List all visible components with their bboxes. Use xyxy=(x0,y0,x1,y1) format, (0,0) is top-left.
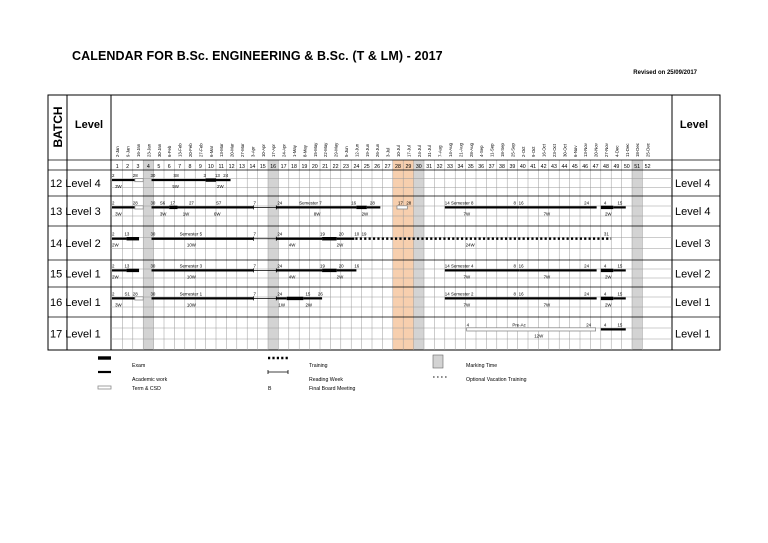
week-number: 22 xyxy=(332,164,339,170)
legend-term-label: Term & CSD xyxy=(132,386,161,392)
week-number: 9 xyxy=(198,164,202,170)
duration-label: 4W xyxy=(288,242,296,248)
week-date-label: 30-Oct xyxy=(562,144,568,157)
week-date-label: 13-Feb xyxy=(177,143,183,157)
next-level-label: Level 2 xyxy=(675,268,711,281)
week-number: 30 xyxy=(415,164,422,170)
duration-label: 10W xyxy=(186,302,196,308)
duration-label: 4W xyxy=(288,274,296,280)
week-date-label: 31-Jul xyxy=(427,145,433,157)
week-number: 17 xyxy=(280,164,287,170)
date-mark-label: Semester 3 xyxy=(179,263,203,269)
week-date-label: 27-Nov xyxy=(604,143,609,157)
duration-label: 7W xyxy=(463,211,471,217)
date-mark-label: 19 xyxy=(320,231,325,237)
duration-label: 2W xyxy=(112,274,119,280)
week-date-label: 20-Nov xyxy=(593,143,599,157)
date-mark-label: 2 xyxy=(112,263,115,269)
week-number: 24 xyxy=(353,164,360,170)
legend-board-symbol: B xyxy=(268,386,272,392)
date-mark-label: 17 xyxy=(170,200,176,206)
week-date-label: 26-Jun xyxy=(375,143,381,157)
revised-date: Revised on 25/09/2017 xyxy=(633,70,697,76)
date-mark-label: 28 xyxy=(406,200,412,206)
date-mark-label: S7 xyxy=(216,200,222,206)
week-date-label: 2-Jan xyxy=(115,146,121,157)
week-date-label: 20-Feb xyxy=(188,143,193,157)
date-mark-label: 13 xyxy=(214,173,220,179)
date-mark-label: 14 xyxy=(444,263,450,269)
week-number: 19 xyxy=(301,164,308,170)
date-mark-label: 19 xyxy=(320,263,325,269)
date-mark-label: 16 xyxy=(518,263,524,269)
week-date-label: 25-Dec xyxy=(645,143,651,157)
date-mark-label: 13 xyxy=(124,231,130,237)
week-number: 11 xyxy=(218,164,224,170)
week-date-label: 1-May xyxy=(292,145,297,157)
week-number: 40 xyxy=(519,164,526,170)
date-mark-label: 17 xyxy=(398,200,403,206)
week-date-label: 13-Mar xyxy=(219,143,225,157)
week-number: 13 xyxy=(239,164,245,170)
week-number: 26 xyxy=(374,164,381,170)
date-mark-label: 2 xyxy=(112,231,115,237)
week-date-label: 29-May xyxy=(333,142,339,157)
date-mark-label: 2 xyxy=(112,173,115,179)
week-date-label: 11-Sep xyxy=(489,143,495,157)
date-mark-label: 15 xyxy=(305,291,311,297)
week-number: 33 xyxy=(447,164,453,170)
week-date-label: 25-Sep xyxy=(510,143,516,157)
week-number: 12 xyxy=(228,164,235,170)
week-number: 15 xyxy=(259,164,266,170)
week-number: 32 xyxy=(436,164,443,170)
date-mark-label: 24 xyxy=(277,231,283,237)
week-number: 6 xyxy=(167,164,171,170)
date-mark-label: 16 xyxy=(354,263,360,269)
date-mark-label: 7 xyxy=(253,200,256,206)
marking-time-column xyxy=(632,160,642,350)
duration-label: 7W xyxy=(463,302,471,308)
week-number: 51 xyxy=(634,164,641,170)
duration-label: 7W xyxy=(463,274,471,280)
term-csd-bar xyxy=(135,297,143,300)
legend-board-label: Final Board Meeting xyxy=(309,386,356,392)
week-date-label: 24-Jul xyxy=(416,145,422,157)
week-date-label: 6-Mar xyxy=(208,145,214,157)
duration-label: 2W xyxy=(305,302,313,308)
batch-level-label: 14 Level 2 xyxy=(50,238,101,250)
week-number: 27 xyxy=(384,164,391,170)
week-date-label: 8-May xyxy=(302,145,308,157)
duration-label: 1W xyxy=(182,211,190,217)
date-mark-label: S6 xyxy=(159,200,166,206)
week-date-label: 13-Nov xyxy=(583,143,589,157)
week-date-label: 10-Jul xyxy=(396,145,401,157)
marking-time-column xyxy=(143,160,156,350)
date-mark-label: 8 xyxy=(513,263,516,269)
week-date-label: 18-Sep xyxy=(500,143,505,157)
duration-label: 7W xyxy=(543,274,551,280)
duration-label: 6W xyxy=(213,211,221,217)
week-number: 16 xyxy=(270,164,277,170)
batch-level-label: 13 Level 3 xyxy=(50,206,101,218)
week-number: 28 xyxy=(395,164,401,170)
duration-label: 2W xyxy=(361,211,369,217)
week-date-label: 24-Apr xyxy=(281,144,287,157)
date-mark-label: 28 xyxy=(132,200,138,206)
week-date-label: 2-Oct xyxy=(520,146,526,157)
batch-level-label: 16 Level 1 xyxy=(50,297,101,309)
week-date-label: 17-Apr xyxy=(271,144,277,157)
batch-level-label: 12 Level 4 xyxy=(50,178,101,190)
date-mark-label: 7 xyxy=(253,263,256,269)
week-date-label: 18-Dec xyxy=(635,143,641,157)
duration-label: 7W xyxy=(543,302,551,308)
week-date-label: 6-Nov xyxy=(572,145,578,157)
week-date-label: 12-Jun xyxy=(354,143,360,157)
duration-label: 2W xyxy=(336,242,344,248)
week-number: 23 xyxy=(343,164,349,170)
date-mark-label: 30 xyxy=(150,200,156,206)
calendar-title: CALENDAR FOR B.Sc. ENGINEERING & B.Sc. (T & LM) - 2017 xyxy=(72,49,443,63)
week-date-label: 28-Aug xyxy=(468,143,474,157)
week-number: 38 xyxy=(499,164,505,170)
date-mark-label: 15 xyxy=(617,291,623,297)
date-mark-label: 14 xyxy=(444,200,450,206)
legend-marking-label: Marking Time xyxy=(466,363,498,369)
duration-label: 10W xyxy=(186,242,196,248)
date-mark-label: Semester 4 xyxy=(451,263,474,269)
date-mark-label: 4 xyxy=(603,291,607,297)
week-number: 3 xyxy=(136,164,140,170)
batch-header: BATCH xyxy=(51,106,65,148)
date-mark-label: 28 xyxy=(132,173,138,179)
date-mark-label: Semester 5 xyxy=(179,231,203,237)
week-number: 41 xyxy=(530,164,537,170)
date-mark-label: 4 xyxy=(603,263,607,269)
duration-label: 3W xyxy=(115,211,122,217)
term-csd-bar xyxy=(467,328,596,331)
week-date-label: 23-Jan xyxy=(146,143,152,157)
date-mark-label: 24 xyxy=(223,173,229,179)
week-date-label: 14-Aug xyxy=(448,143,453,157)
date-mark-label: Semester 7 xyxy=(299,200,322,206)
date-mark-label: 2 xyxy=(112,291,115,297)
date-mark-label: 19 xyxy=(361,231,367,237)
date-mark-label: 16 xyxy=(351,200,357,206)
week-number: 34 xyxy=(457,164,464,170)
term-csd-bar xyxy=(397,206,407,209)
date-mark-label: 24 xyxy=(584,200,590,206)
duration-label: 2W xyxy=(217,184,224,190)
duration-label: 3W xyxy=(115,184,122,190)
date-mark-label: 24 xyxy=(277,291,283,297)
next-level-label: Level 4 xyxy=(675,206,711,218)
date-mark-label: 4 xyxy=(466,322,470,328)
date-mark-label: Semester 2 xyxy=(451,291,474,297)
date-mark-label: 20 xyxy=(338,231,344,237)
week-number: 1 xyxy=(115,164,119,170)
week-number: 2 xyxy=(126,164,130,170)
date-mark-label: 7 xyxy=(253,231,256,237)
date-mark-label: 13 xyxy=(124,263,130,269)
date-mark-label: 31 xyxy=(603,231,609,237)
week-date-label: 27-Mar xyxy=(240,143,245,157)
date-mark-label: 30 xyxy=(150,231,156,237)
duration-label: 7W xyxy=(543,211,551,217)
date-mark-label: 15 xyxy=(617,322,623,328)
marking-time-column xyxy=(414,160,424,350)
week-number: 37 xyxy=(488,164,495,170)
next-level-label: Level 4 xyxy=(675,178,711,190)
batch-level-label: 17 Level 1 xyxy=(50,328,101,341)
date-mark-label: 30 xyxy=(150,263,156,269)
week-number: 44 xyxy=(561,164,568,170)
date-mark-label: 7 xyxy=(253,291,256,297)
legend-term-symbol xyxy=(98,386,111,389)
date-mark-label: 30 xyxy=(150,291,156,297)
duration-label: 1W xyxy=(278,302,285,308)
duration-label: 5W xyxy=(172,184,179,190)
week-number: 39 xyxy=(509,164,516,170)
date-mark-label: 14 xyxy=(444,291,450,297)
term-csd-bar xyxy=(135,178,143,181)
week-date-label: 27-Feb xyxy=(198,143,204,157)
week-number: 50 xyxy=(623,164,630,170)
week-date-label: 11-Dec xyxy=(624,143,630,157)
week-date-label: 6-Feb xyxy=(167,145,173,157)
week-date-label: 9-Jan xyxy=(125,146,131,157)
week-date-label: 4-Sep xyxy=(479,145,485,157)
week-number: 47 xyxy=(592,164,599,170)
week-number: 36 xyxy=(478,164,485,170)
duration-label: 10W xyxy=(186,274,196,280)
week-date-label: 10-Apr xyxy=(260,144,266,157)
marking-time-column xyxy=(268,160,278,350)
duration-label: 3W xyxy=(115,302,122,308)
week-number: 45 xyxy=(571,164,578,170)
next-level-label: Level 1 xyxy=(675,297,711,309)
date-mark-label: 8 xyxy=(513,291,516,297)
legend xyxy=(98,355,527,392)
week-number: 8 xyxy=(188,164,192,170)
week-number: 29 xyxy=(405,164,412,170)
legend-exam-label: Exam xyxy=(132,363,146,369)
week-number: 52 xyxy=(644,164,651,170)
duration-label: 2W xyxy=(336,274,344,280)
date-mark-label: 4 xyxy=(603,200,607,206)
duration-label: 2W xyxy=(604,211,612,217)
week-number: 4 xyxy=(146,164,150,170)
date-mark-label: 20 xyxy=(338,263,344,269)
week-date-label: 19-Jun xyxy=(364,143,370,157)
date-mark-label: 27 xyxy=(188,200,194,206)
date-mark-label: 30 xyxy=(150,173,156,179)
week-number: 46 xyxy=(582,164,589,170)
date-mark-label: 2 xyxy=(112,200,115,206)
legend-marking-symbol xyxy=(433,355,443,368)
week-number: 48 xyxy=(603,164,609,170)
week-date-label: 3-Jul xyxy=(385,147,391,157)
legend-vacation-label: Optional Vacation Training xyxy=(466,377,527,383)
date-mark-label: Semester 1 xyxy=(179,291,203,297)
duration-label: 2W xyxy=(112,242,119,248)
date-mark-label: 3 xyxy=(203,173,206,179)
batch-level-label: 15 Level 1 xyxy=(50,268,101,281)
date-mark-label: 24 xyxy=(277,200,283,206)
duration-label: 24W xyxy=(465,242,475,248)
date-mark-label: 28 xyxy=(132,291,138,297)
date-mark-label: 15 xyxy=(617,263,623,269)
week-number: 31 xyxy=(426,164,433,170)
week-date-label: 23-Oct xyxy=(552,144,557,157)
week-date-label: 4-Dec xyxy=(614,145,620,157)
week-date-label: 30-Jan xyxy=(156,143,162,157)
date-mark-label: 28 xyxy=(369,200,375,206)
date-mark-label: 24 xyxy=(277,263,283,269)
date-mark-label: S1 xyxy=(124,291,130,297)
date-mark-label: 16 xyxy=(518,291,524,297)
week-date-label: 21-Aug xyxy=(458,143,464,157)
legend-academic-label: Academic work xyxy=(132,377,168,383)
week-date-label: 16-Jan xyxy=(136,143,141,157)
week-date-label: 15-May xyxy=(312,142,318,157)
level-header-left: Level xyxy=(74,119,104,131)
week-date-label: 3-Apr xyxy=(250,146,256,157)
duration-label: 12W xyxy=(534,333,544,339)
week-number: 49 xyxy=(613,164,620,170)
week-number: 35 xyxy=(467,164,474,170)
week-number: 14 xyxy=(249,164,256,170)
duration-label: 2W xyxy=(604,302,612,308)
week-number: 20 xyxy=(311,164,318,170)
week-date-label: 9-Oct xyxy=(531,146,537,157)
date-mark-label: 24 xyxy=(584,263,590,269)
duration-label: 2W xyxy=(604,274,612,280)
level-header-right: Level xyxy=(679,119,709,131)
date-mark-label: 8 xyxy=(513,200,516,206)
week-date-label: 16-Oct xyxy=(541,144,547,157)
week-number: 18 xyxy=(291,164,297,170)
week-date-label: 17-Jul xyxy=(406,145,412,157)
week-date-label: 5-Jun xyxy=(344,146,349,157)
duration-label: 8W xyxy=(313,211,321,217)
week-number: 42 xyxy=(540,164,547,170)
date-mark-label: Pre-Ac xyxy=(512,322,526,328)
week-number: 43 xyxy=(551,164,557,170)
duration-label: 3W xyxy=(159,211,167,217)
date-mark-label: 16 xyxy=(518,200,524,206)
week-number: 25 xyxy=(363,164,370,170)
legend-training-label: Training xyxy=(309,363,328,369)
week-date-label: 22-May xyxy=(323,142,329,157)
week-date-label: 20-Mar xyxy=(229,143,235,157)
week-number: 7 xyxy=(178,164,182,170)
week-date-label: 7-Aug xyxy=(437,145,443,157)
week-number: 21 xyxy=(322,164,329,170)
date-mark-label: 24 xyxy=(586,322,592,328)
date-mark-label: 10 xyxy=(354,231,360,237)
date-mark-label: Semester 8 xyxy=(451,200,474,206)
legend-reading-label: Reading Week xyxy=(309,377,343,383)
date-mark-label: 4 xyxy=(603,322,607,328)
term-csd-bar xyxy=(135,206,143,209)
next-level-label: Level 3 xyxy=(675,238,711,250)
date-mark-label: S8 xyxy=(173,173,179,179)
date-mark-label: 24 xyxy=(584,291,590,297)
week-number: 5 xyxy=(157,164,161,170)
date-mark-label: 15 xyxy=(617,200,623,206)
next-level-label: Level 1 xyxy=(675,328,711,341)
week-number: 10 xyxy=(207,164,214,170)
date-mark-label: 26 xyxy=(317,291,323,297)
